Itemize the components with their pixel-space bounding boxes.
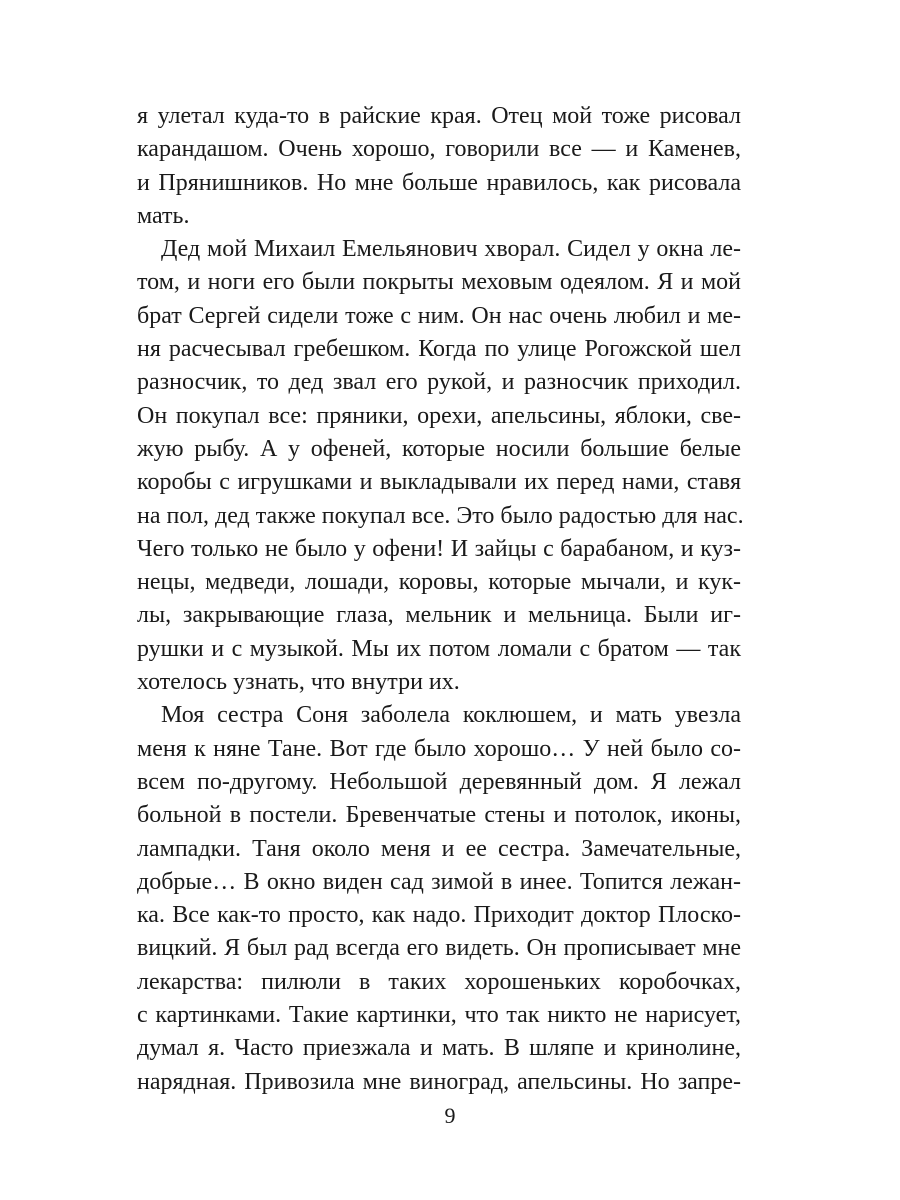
- text-line: Чего только не было у офени! И зайцы с барабаном, и куз-: [137, 535, 741, 562]
- text-line: разносчик, то дед звал его рукой, и разносчик приходил.: [137, 369, 741, 396]
- text-line: нецы, медведи, лошади, коровы, которые мычали, и кук-: [137, 569, 741, 596]
- text-line: хотелось узнать, что внутри их.: [137, 669, 460, 696]
- text-line: мать.: [137, 202, 190, 229]
- text-line: больной в постели. Бревенчатые стены и потолок, иконы,: [137, 802, 741, 829]
- text-line: вицкий. Я был рад всегда его видеть. Он прописывает мне: [137, 935, 741, 962]
- text-line: лампадки. Таня около меня и ее сестра. Замечательные,: [137, 835, 741, 862]
- text-line: всем по-другому. Небольшой деревянный дом. Я лежал: [137, 768, 741, 795]
- body-text: [137, 100, 744, 1099]
- text-line: я улетал куда-то в райские края. Отец мой тоже рисовал: [137, 103, 741, 129]
- text-line: добрые… В окно виден сад зимой в инее. Топится лежан-: [137, 868, 741, 895]
- text-line: Дед мой Михаил Емельянович хворал. Сидел у окна ле-: [161, 236, 741, 263]
- text-line: нарядная. Привозила мне виноград, апельсины. Но запре-: [137, 1068, 741, 1095]
- text-line: карандашом. Очень хорошо, говорили все — и Каменев,: [137, 136, 741, 163]
- text-line: на пол, дед также покупал все. Это было радостью для нас.: [137, 502, 744, 529]
- text-line: Он покупал все: пряники, орехи, апельсины, яблоки, све-: [137, 402, 741, 429]
- text-line: том, и ноги его были покрыты меховым одеялом. Я и мой: [137, 269, 741, 296]
- text-line: брат Сергей сидели тоже с ним. Он нас очень любил и ме-: [137, 302, 741, 329]
- text-line: меня к няне Тане. Вот где было хорошо… У ней было со-: [137, 735, 741, 762]
- text-line: ка. Все как-то просто, как надо. Приходит доктор Плоско-: [137, 902, 741, 929]
- text-line: рушки и с музыкой. Мы их потом ломали с братом — так: [137, 635, 741, 662]
- text-line: лы, закрывающие глаза, мельник и мельница. Были иг-: [137, 602, 741, 629]
- text-line: и Прянишников. Но мне больше нравилось, как рисовала: [137, 169, 741, 196]
- text-line: думал я. Часто приезжала и мать. В шляпе и кринолине,: [137, 1035, 741, 1062]
- text-line: с картинками. Такие картинки, что так никто не нарисует,: [137, 1002, 741, 1029]
- text-line: жую рыбу. А у офеней, которые носили большие белые: [137, 435, 741, 462]
- text-line: ня расчесывал гребешком. Когда по улице Рогожской шел: [137, 336, 741, 363]
- text-line: Моя сестра Соня заболела коклюшем, и мать увезла: [161, 702, 741, 729]
- page-number: 9: [444, 1103, 456, 1128]
- text-line: коробы с игрушками и выкладывали их перед нами, ставя: [137, 469, 741, 496]
- text-line: лекарства: пилюли в таких хорошеньких коробочках,: [137, 968, 741, 995]
